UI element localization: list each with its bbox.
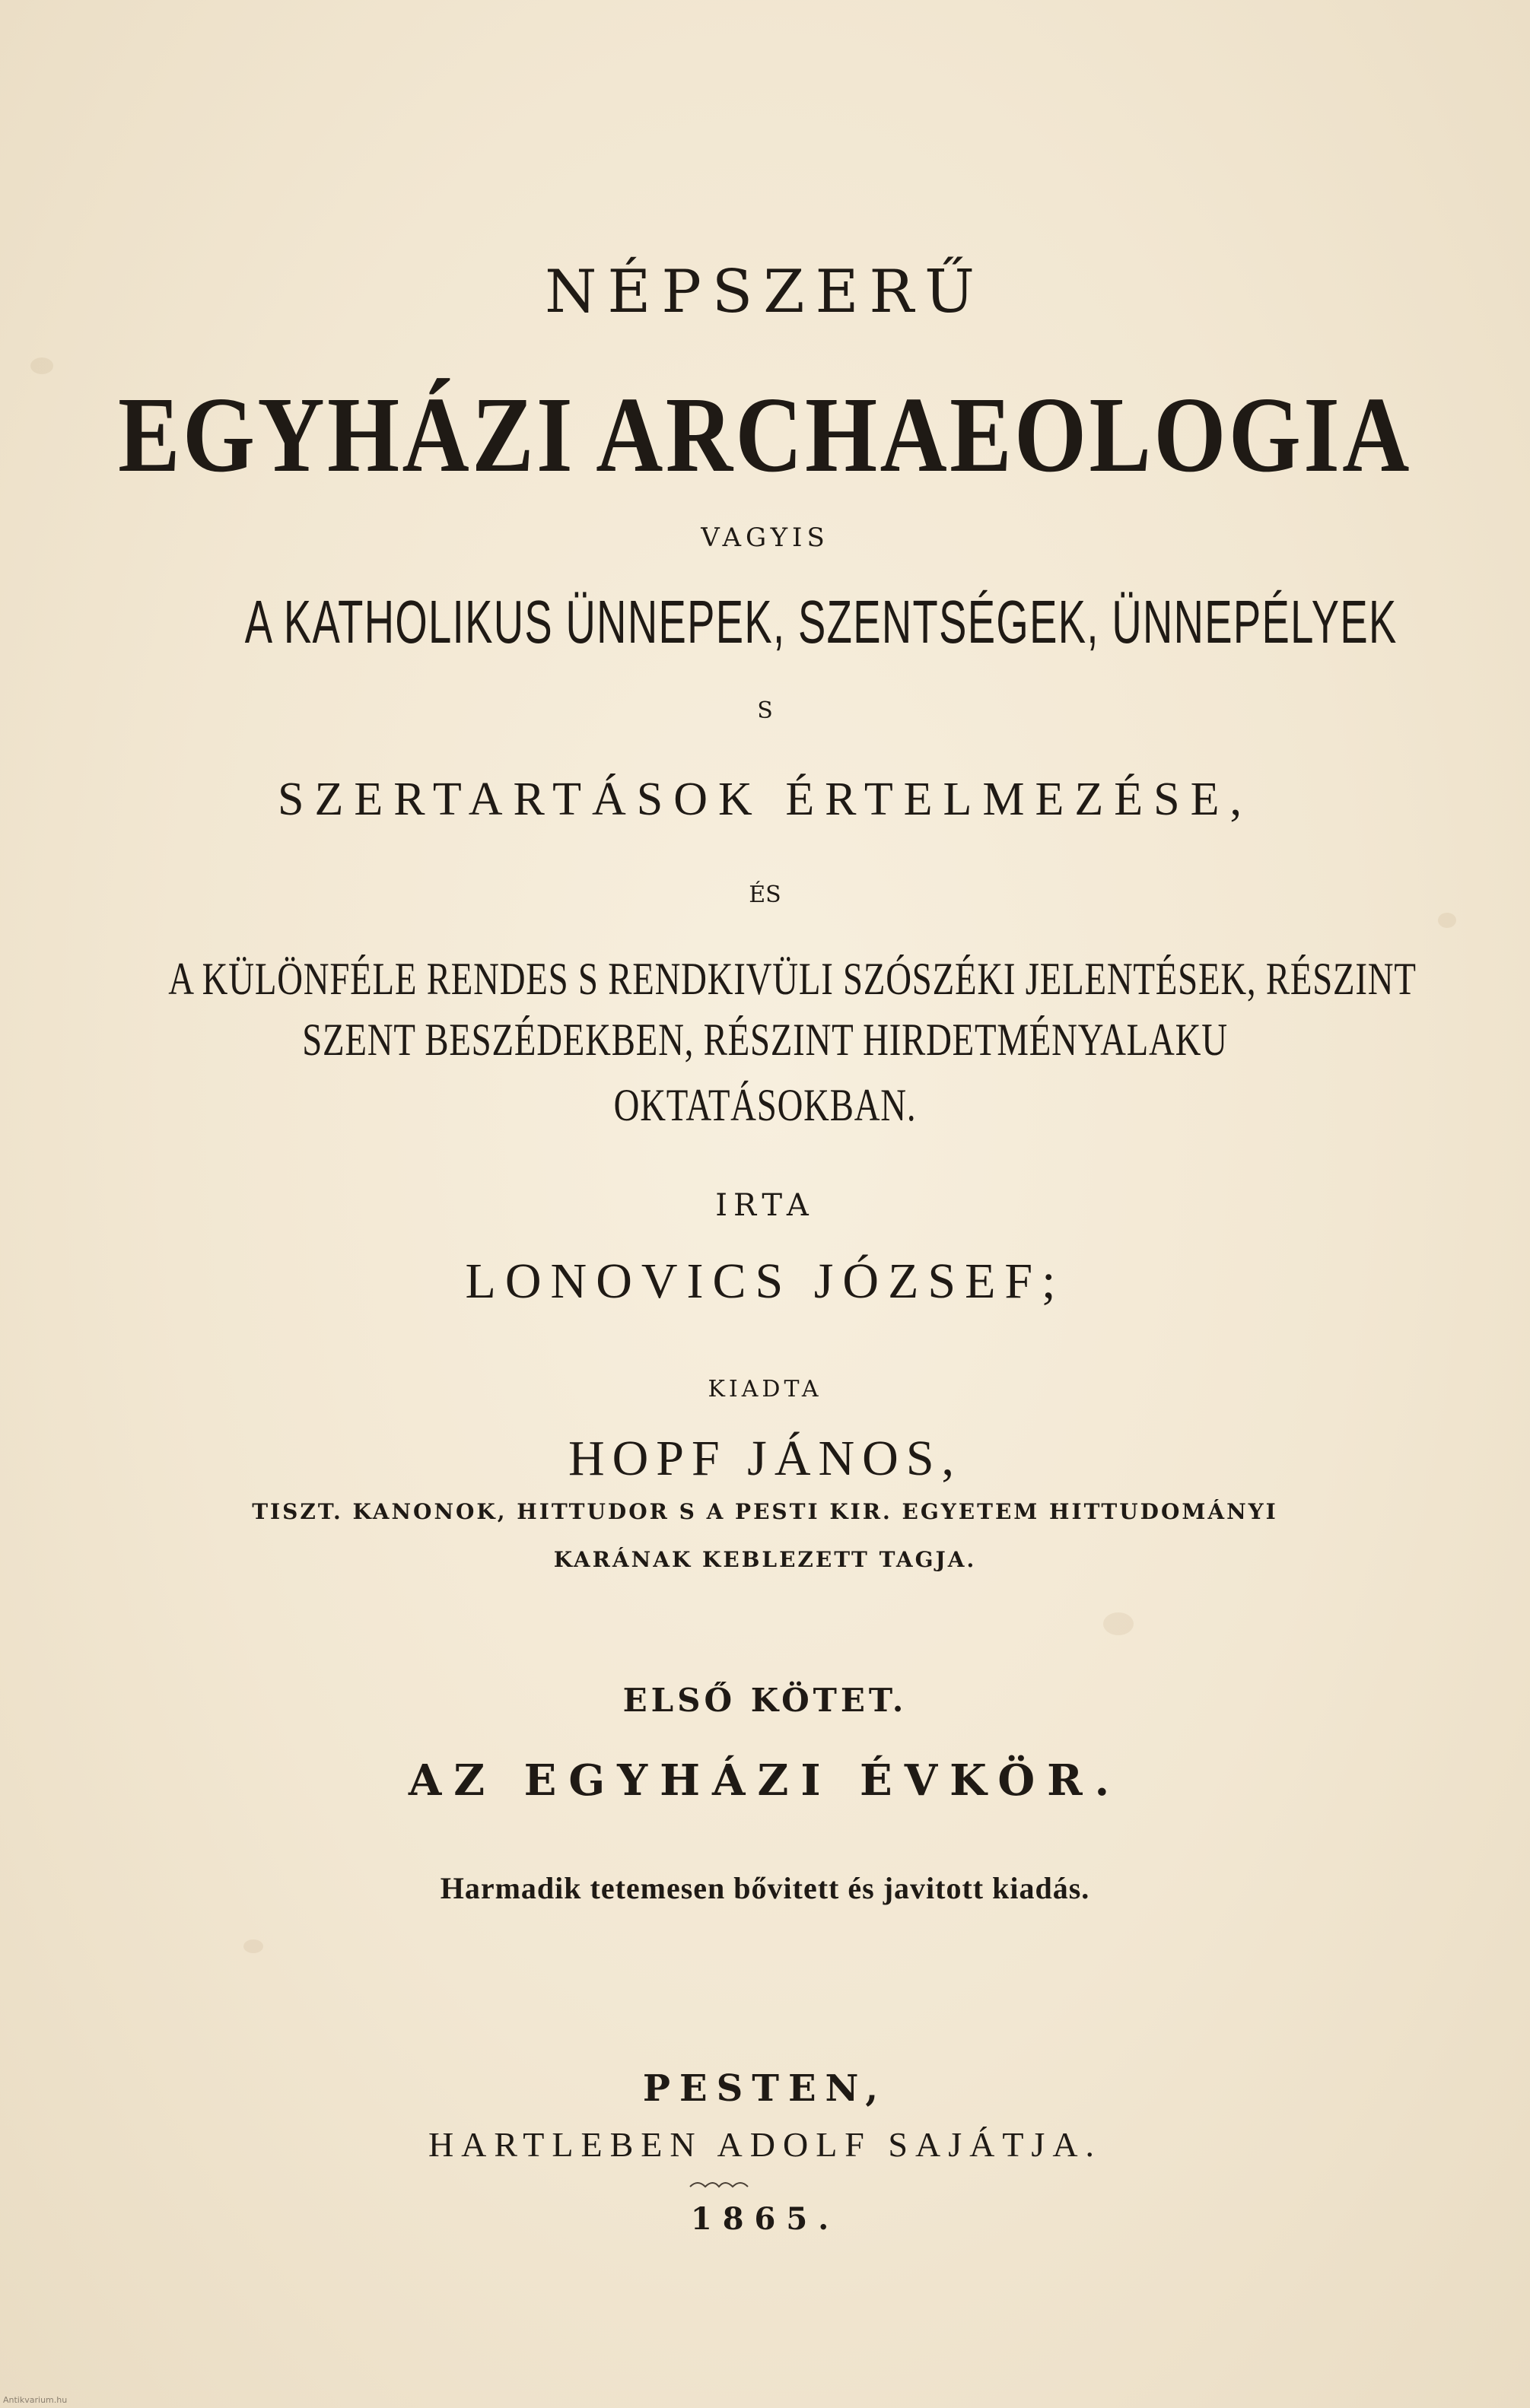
- connector-vagyis: VAGYIS: [701, 523, 829, 553]
- imprint-publisher: HARTLEBEN ADOLF SAJÁTJA.: [428, 2125, 1102, 2164]
- header-nepszeru: NÉPSZERŰ: [545, 258, 985, 326]
- imprint-place: PESTEN,: [642, 2067, 888, 2110]
- subtitle-line-4: SZENT BESZÉDEKBEN, RÉSZINT HIRDETMÉNYALAKU: [302, 1015, 1228, 1065]
- author-name: LONOVICS JÓZSEF;: [465, 1253, 1065, 1309]
- subtitle-line-5: OKTATÁSOKBAN.: [613, 1080, 917, 1130]
- subtitle-line-3: A KÜLÖNFÉLE RENDES S RENDKIVÜLI SZÓSZÉKI JELENTÉSEK, RÉSZINT: [168, 954, 1417, 1004]
- foxing-spot: [1103, 1612, 1134, 1635]
- main-title: EGYHÁZI ARCHAEOLOGIA: [118, 374, 1412, 494]
- edition-note: Harmadik tetemesen bővitett és javitott kiadás.: [440, 1871, 1090, 1905]
- subtitle-line-2: SZERTARTÁSOK ÉRTELMEZÉSE,: [277, 774, 1253, 825]
- foxing-spot: [1438, 913, 1456, 928]
- imprint-year: 1865.: [690, 2201, 840, 2237]
- foxing-spot: [243, 1939, 263, 1953]
- editor-title-line-1: TISZT. KANONOK, HITTUDOR S A PESTI KIR. EGYETEM HITTUDOMÁNYI: [252, 1499, 1278, 1524]
- watermark-text: Antikvarium.hu: [3, 2395, 68, 2405]
- editor-name: HOPF JÁNOS,: [568, 1431, 962, 1486]
- volume-label: ELSŐ KÖTET.: [622, 1682, 908, 1719]
- editor-title-line-2: KARÁNAK KEBLEZETT TAGJA.: [553, 1547, 977, 1572]
- ornament-icon: [689, 2178, 749, 2191]
- subtitle-line-1: A KATHOLIKUS ÜNNEPEK, SZENTSÉGEK, ÜNNEPÉLYEK: [244, 588, 1398, 656]
- label-irta: IRTA: [715, 1188, 815, 1223]
- connector-s: S: [757, 697, 773, 724]
- volume-title: AZ EGYHÁZI ÉVKÖR.: [408, 1755, 1122, 1806]
- foxing-spot: [30, 357, 53, 374]
- label-kiadta: KIADTA: [708, 1376, 822, 1403]
- connector-es: ÉS: [749, 882, 781, 908]
